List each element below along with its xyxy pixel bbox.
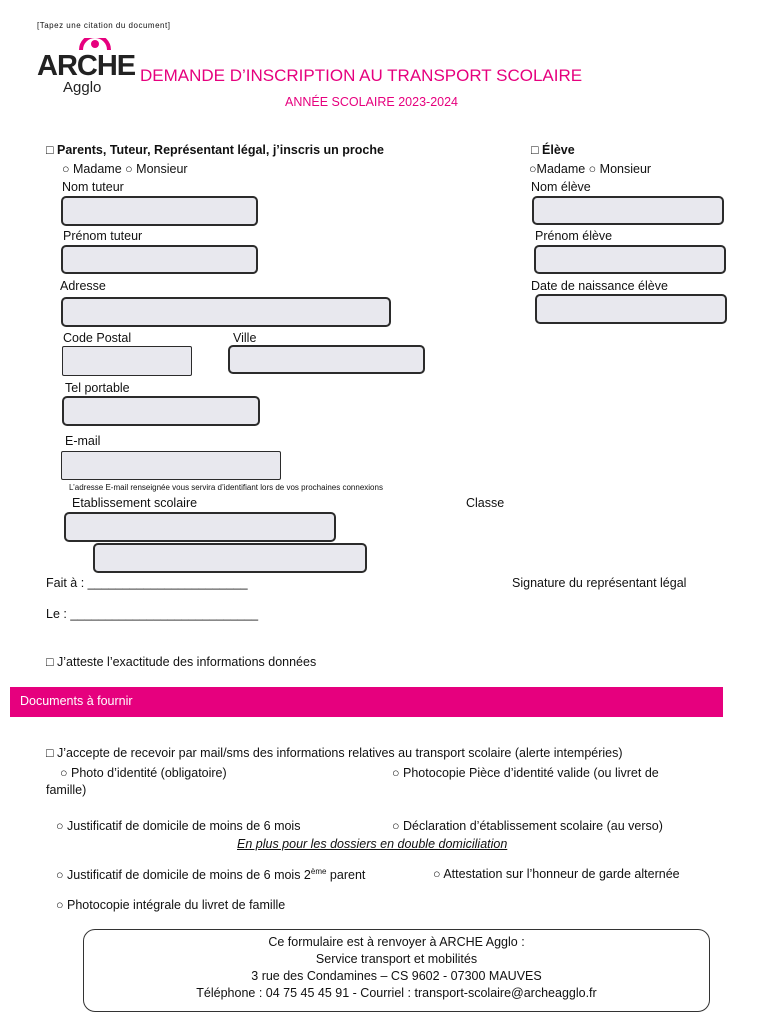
logo-text: ARCHE [37, 50, 136, 82]
doc-attestation-garde: ○ Attestation sur l’honneur de garde alternée [433, 867, 680, 881]
doc-piece-identite: ○ Photocopie Pièce d’identité valide (ou livret de [392, 766, 659, 780]
contact-line-1: Ce formulaire est à renvoyer à ARCHE Agglo : [268, 935, 525, 949]
documents-bar [10, 687, 723, 717]
doc-declaration: ○ Déclaration d’établissement scolaire (au verso) [392, 819, 663, 833]
contact-line-2: Service transport et mobilités [315, 952, 478, 966]
logo-subtext: Agglo [63, 79, 102, 96]
dob-eleve-field[interactable] [535, 294, 727, 324]
contact-line-4: Téléphone : 04 75 45 45 91 - Courriel : transport-scolaire@archeagglo.fr [196, 986, 597, 1000]
doc-photo: ○ Photo d’identité (obligatoire) [60, 766, 227, 780]
tel-portable-field[interactable] [62, 396, 260, 426]
nom-eleve-label: Nom élève [531, 180, 591, 194]
prenom-tuteur-label: Prénom tuteur [63, 229, 143, 243]
doc-livret-famille: ○ Photocopie intégrale du livret de famille [56, 898, 286, 912]
email-note: L’adresse E-mail renseignée vous servira d’identifiant lors de vos prochaines connexions [69, 483, 383, 492]
etablissement-field[interactable] [64, 512, 336, 542]
code-postal-label: Code Postal [63, 331, 132, 345]
nom-tuteur-label: Nom tuteur [62, 180, 124, 194]
doc-piece-identite-cont: famille) [46, 783, 87, 797]
header-placeholder-text: [Tapez une citation du document] [37, 21, 171, 30]
contact-box [83, 929, 710, 1012]
documents-bar-label: Documents à fournir [20, 694, 133, 708]
ville-field[interactable] [228, 345, 425, 374]
eleve-civility-radio[interactable]: ○Madame ○ Monsieur [529, 162, 652, 176]
adresse-field[interactable] [61, 297, 391, 327]
doc-justificatif-2e-parent-text: parent [326, 868, 366, 883]
parent-heading-checkbox[interactable]: □ Parents, Tuteur, Représentant légal, j’inscris un proche [46, 143, 384, 157]
prenom-eleve-label: Prénom élève [535, 229, 613, 243]
code-postal-field[interactable] [62, 346, 192, 376]
classe-label: Classe [466, 496, 505, 510]
ville-label: Ville [233, 331, 257, 345]
email-field[interactable] [61, 451, 281, 480]
email-label: E-mail [65, 434, 101, 448]
signature-label: Signature du représentant légal [512, 576, 687, 590]
page-title: DEMANDE D’INSCRIPTION AU TRANSPORT SCOLAIRE [140, 66, 583, 85]
nom-tuteur-field[interactable] [61, 196, 258, 226]
date-line[interactable]: Le : ___________________________ [46, 607, 259, 621]
dob-eleve-label: Date de naissance élève [531, 279, 668, 293]
adresse-label: Adresse [60, 279, 106, 293]
doc-justificatif-2e-sup: ème [310, 867, 327, 876]
attest-checkbox[interactable]: □ J’atteste l’exactitude des informations données [46, 655, 317, 669]
double-domiciliation-note: En plus pour les dossiers en double domiciliation [237, 837, 508, 851]
prenom-tuteur-field[interactable] [61, 245, 258, 274]
contact-line-3: 3 rue des Condamines – CS 9602 - 07300 MAUVES [251, 969, 542, 983]
arche-agglo-logo [35, 38, 140, 98]
doc-justificatif: ○ Justificatif de domicile de moins de 6 mois [56, 819, 301, 833]
eleve-heading-checkbox[interactable]: □ Élève [531, 143, 575, 157]
prenom-eleve-field[interactable] [534, 245, 726, 274]
doc-justificatif-2e-text: ○ Justificatif de domicile de moins de 6 mois 2 [56, 868, 311, 883]
consent-checkbox[interactable]: □ J’accepte de recevoir par mail/sms des informations relatives au transport scolaire (alerte intempéries) [46, 746, 623, 760]
classe-field[interactable] [93, 543, 367, 573]
etablissement-label: Etablissement scolaire [72, 496, 198, 510]
page-subtitle: ANNÉE SCOLAIRE 2023-2024 [285, 95, 459, 109]
nom-eleve-field[interactable] [532, 196, 724, 225]
doc-justificatif-2e-parent [56, 867, 365, 882]
fait-a-line[interactable]: Fait à : _______________________ [46, 576, 248, 590]
parent-civility-radio[interactable]: ○ Madame ○ Monsieur [62, 162, 188, 176]
tel-portable-label: Tel portable [65, 381, 130, 395]
